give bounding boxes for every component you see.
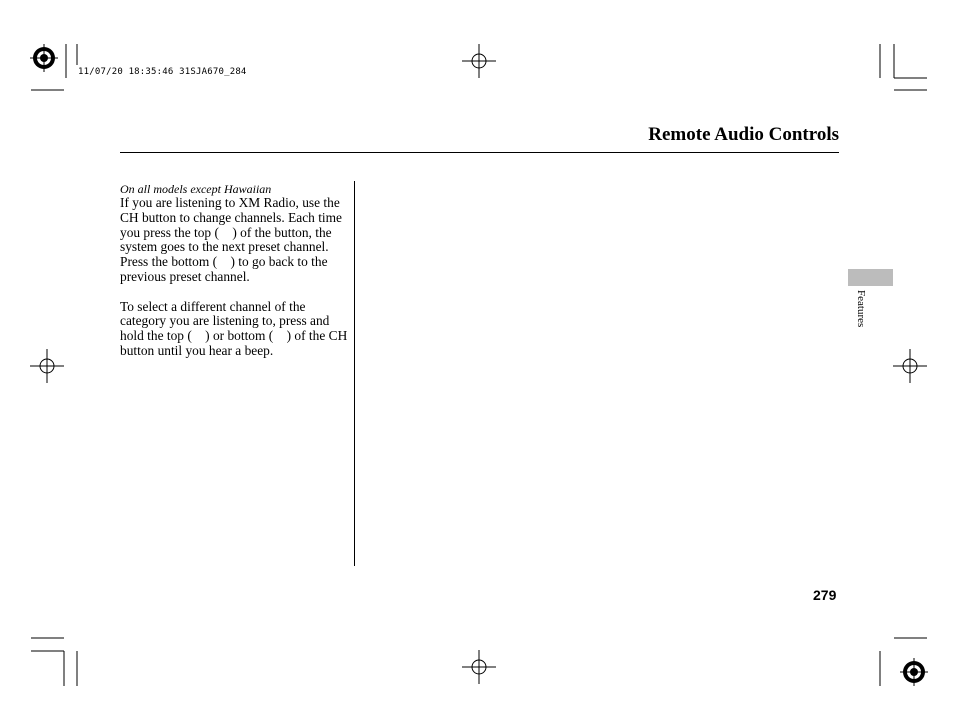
page-title: Remote Audio Controls bbox=[648, 124, 839, 145]
crosshair-bottom-center bbox=[462, 650, 496, 684]
page-number: 279 bbox=[813, 587, 837, 603]
crosshair-right-middle bbox=[893, 349, 927, 383]
title-rule bbox=[120, 152, 839, 153]
model-note: On all models except Hawaiian bbox=[120, 182, 272, 196]
registration-target-bottom-right bbox=[900, 658, 928, 686]
print-timestamp: 11/07/20 18:35:46 31SJA670_284 bbox=[78, 67, 247, 77]
section-tab bbox=[848, 269, 893, 286]
crosshair-left-middle bbox=[30, 349, 64, 383]
paragraph-category-select: To select a different channel of the category you are listening to, press and hold the top ( ) or bottom ( ) of the CH button until you hear a beep. bbox=[120, 298, 348, 358]
paragraph-channel-change: If you are listening to XM Radio, use the CH button to change channels. Each time you press the top ( ) of the button, the system goes to the next preset channel. Press the bottom ( ) to go back to the previous preset channel. bbox=[120, 195, 342, 284]
registration-target-top-left bbox=[30, 44, 58, 72]
column-divider bbox=[354, 181, 355, 566]
section-tab-label: Features bbox=[855, 290, 867, 328]
text-column bbox=[120, 182, 348, 359]
crosshair-top-center bbox=[462, 44, 496, 78]
